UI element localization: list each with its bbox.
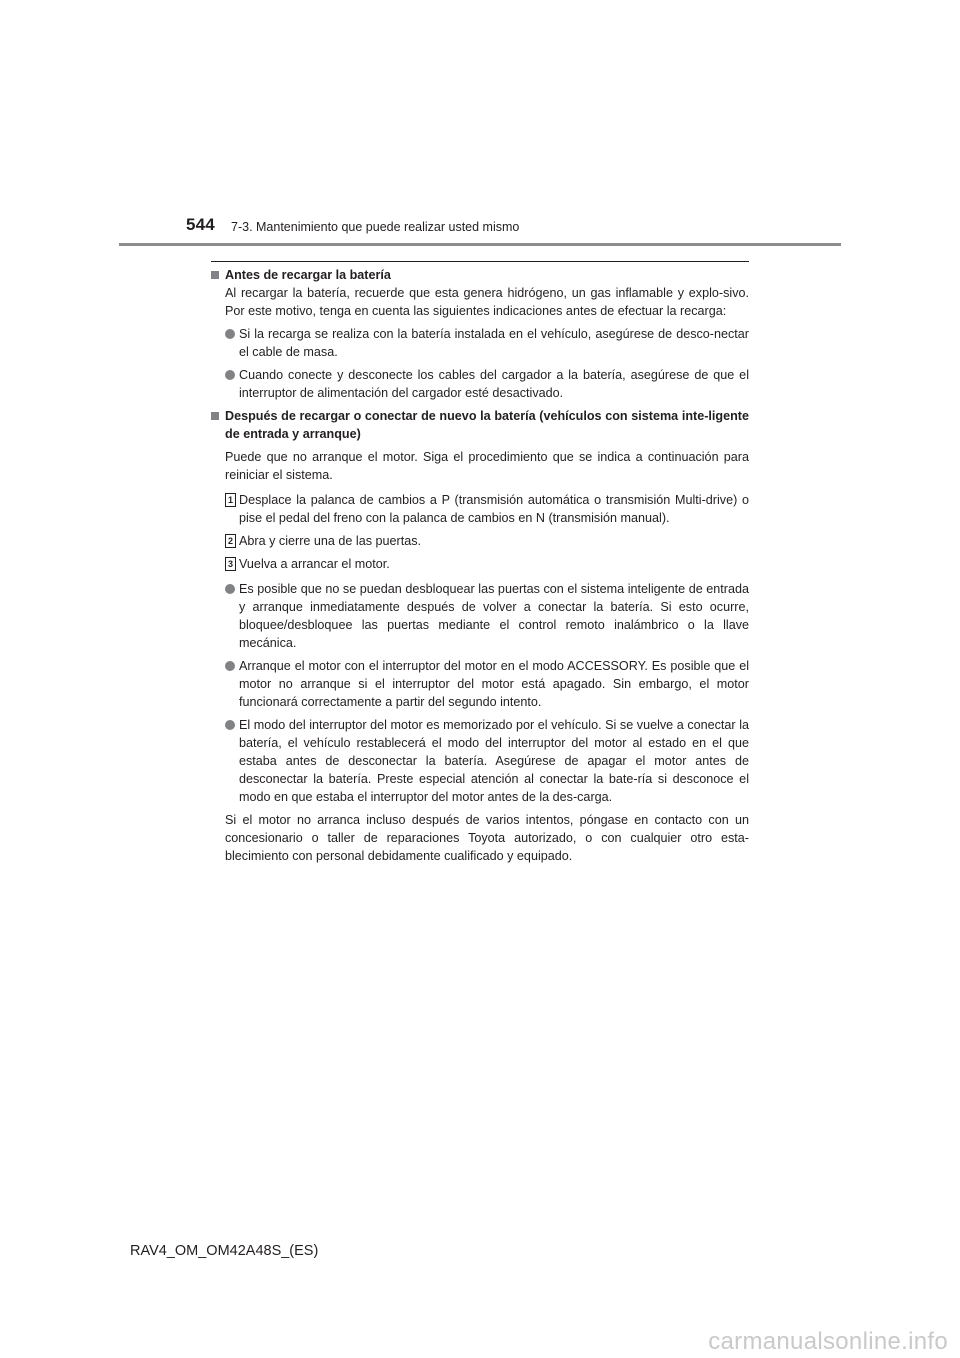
- circle-bullet-icon: [225, 661, 235, 671]
- closing-paragraph: Si el motor no arranca incluso después de varios intentos, póngase en contacto con un concesionario o taller de reparaciones Toyota autorizado, o con cualquier otro esta-blecimiento con personal debidamente cualificado y equipado.: [225, 813, 749, 863]
- circle-bullet-icon: [225, 329, 235, 339]
- watermark: carmanualsonline.info: [708, 1328, 948, 1355]
- circle-bullet-icon: [225, 370, 235, 380]
- list-item: [225, 325, 749, 361]
- circle-bullet-icon: [225, 720, 235, 730]
- square-bullet-icon: [211, 412, 219, 420]
- section-intro: Puede que no arranque el motor. Siga el procedimiento que se indica a continuación para reiniciar el sistema.: [225, 450, 749, 482]
- step-text: Desplace la palanca de cambios a P (transmisión automática o transmisión Multi-drive) o pise el pedal del freno con la palanca de cambios en N (transmisión manual).: [239, 493, 749, 525]
- header-rule: [119, 243, 841, 246]
- step-text: Abra y cierre una de las puertas.: [239, 534, 422, 548]
- heading-text: Antes de recargar la batería: [225, 268, 391, 282]
- square-bullet-icon: [211, 271, 219, 279]
- list-item: [225, 366, 749, 402]
- step-item: [225, 555, 749, 573]
- section-title: 7-3. Mantenimiento que puede realizar usted mismo: [231, 220, 520, 234]
- step-text: Vuelva a arrancar el motor.: [239, 557, 390, 571]
- circle-bullet-icon: [225, 584, 235, 594]
- step-item: [225, 532, 749, 550]
- page-number: 544: [186, 215, 215, 234]
- step-item: [225, 491, 749, 527]
- step-number-badge: 3: [225, 557, 236, 571]
- heading-text: Después de recargar o conectar de nuevo la batería (vehículos con sistema inte-ligente de entrada y arranque): [225, 409, 749, 441]
- section-heading-despues-de-recargar: [211, 407, 749, 443]
- list-item-text: Cuando conecte y desconecte los cables del cargador a la batería, asegúrese de que el interruptor de alimentación del cargador esté desactivado.: [239, 368, 749, 400]
- list-item: [225, 657, 749, 711]
- content: [211, 266, 749, 865]
- list-item-text: Arranque el motor con el interruptor del motor en el modo ACCESSORY. Es posible que el motor no arranque si el interruptor del motor está apagado. Sin embargo, el motor funcionará correctamente a partir del segundo intento.: [239, 659, 749, 709]
- list-item-text: El modo del interruptor del motor es memorizado por el vehículo. Si se vuelve a conectar la batería, el vehículo restablecerá el modo del interruptor del motor al estado en el que estaba antes de desconectar la batería. Asegúrese de apagar el motor antes de desconectar la batería. Preste especial atención al conectar la bate-ría si desconoce el modo en que estaba el interruptor del motor antes de la des-carga.: [239, 718, 749, 804]
- footer-doc-code: RAV4_OM_OM42A48S_(ES): [130, 1243, 319, 1259]
- list-item-text: Si la recarga se realiza con la batería instalada en el vehículo, asegúrese de desco-nectar el cable de masa.: [239, 327, 749, 359]
- step-number-badge: 1: [225, 493, 236, 507]
- content-rule: [211, 261, 749, 262]
- list-item: [225, 716, 749, 806]
- section-heading-antes-de-recargar: [211, 266, 749, 284]
- step-number-badge: 2: [225, 534, 236, 548]
- list-item-text: Es posible que no se puedan desbloquear las puertas con el sistema inteligente de entrada y arranque inmediatamente después de volver a conectar la batería. Si esto ocurre, bloquee/desbloquee las puertas mediante el control remoto inalámbrico o la llave mecánica.: [239, 582, 749, 650]
- section-intro: Al recargar la batería, recuerde que esta genera hidrógeno, un gas inflamable y explo-sivo. Por este motivo, tenga en cuenta las siguientes indicaciones antes de efectuar la recarga:: [225, 286, 749, 318]
- list-item: [225, 580, 749, 652]
